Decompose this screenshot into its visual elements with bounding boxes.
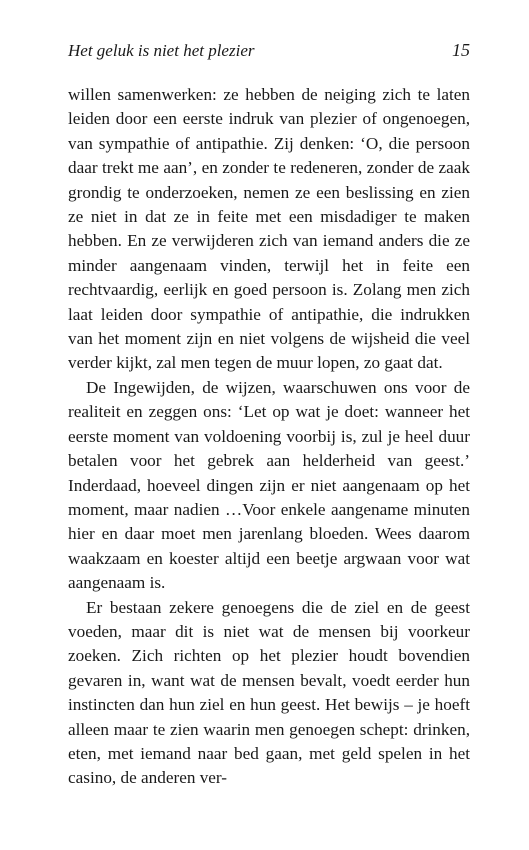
book-page: [68, 40, 470, 820]
running-title: Het geluk is niet het plezier: [68, 41, 255, 60]
paragraph-2: De Ingewijden, de wijzen, waarschuwen ons voor de realiteit en zeggen ons: ‘Let op wat je doet: wanneer het eerste moment van voldoening voorbij is, zul je heel duur betalen voor het gebrek aan helderheid van geest.’ Inderdaad, hoeveel dingen zijn er niet aangenaam op het moment, maar nadien …Voor enkele aangename minuten hier en daar moet men jarenlang bloeden. Wees daarom waakzaam en koester altijd een beetje argwaan voor wat aangenaam is.: [68, 377, 470, 593]
body-text: [68, 83, 470, 791]
paragraph-3: Er bestaan zekere genoegens die de ziel en de geest voeden, maar dit is niet wat de mensen bij voorkeur zoeken. Zich richten op het plezier houdt bovendien gevaren in, want wat de mensen bevalt, voedt eerder hun instincten dan hun ziel en hun geest. Het bewijs – je hoeft alleen maar te zien waarin men genoegen schept: drinken, eten, met iemand naar bed gaan, met geld spelen in het casino, de anderen ver-: [68, 597, 470, 788]
page-number: 15: [452, 40, 470, 60]
paragraph-1: willen samenwerken: ze hebben de neiging zich te laten leiden door een eerste indruk van plezier of ongenoegen, van sympathie of antipathie. Zij denken: ‘O, die persoon daar trekt me aan’, en zonder te redeneren, zonder de zaak grondig te onderzoeken, nemen ze een beslissing en zien ze niet in dat ze in feite met een misdadiger te maken hebben. En ze verwijderen zich van iemand anders die ze minder aangenaam vinden, terwijl het in feite een rechtvaardig, eerlijk en goed persoon is. Zolang men zich laat leiden door sympathie of antipathie, die indrukken van het moment zijn en niet volgens de wijsheid die veel verder kijkt, zal men tegen de muur lopen, zo gaat dat.: [68, 85, 470, 373]
running-head: [68, 40, 470, 60]
